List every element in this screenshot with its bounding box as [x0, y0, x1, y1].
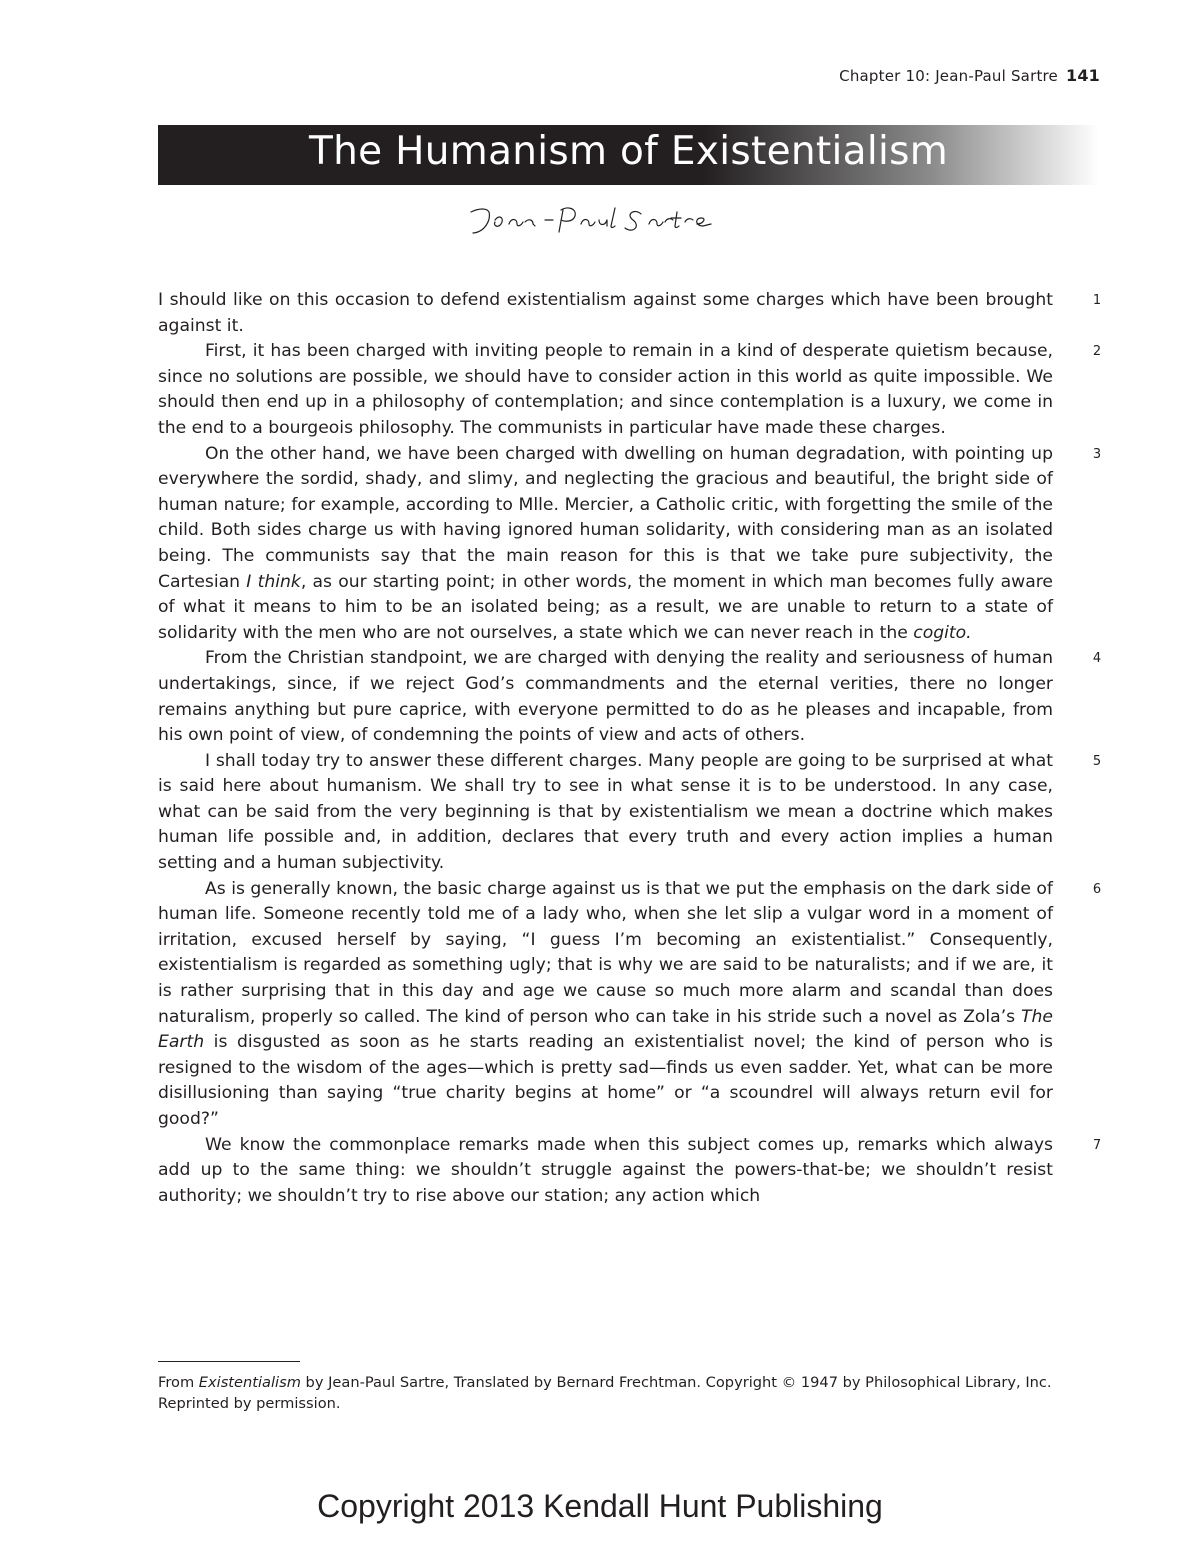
paragraph: [158, 646, 1102, 748]
paragraph-text: First, it has been charged with inviting people to remain in a kind of desperate quietism because, since no solutions are possible, we should have to consider action in this world as quite impossible. We should then end up in a philosophy of contemplation; and since contemplation is a luxury, we come in the end to a bourgeois philosophy. The communists in particular have made these charges.: [158, 341, 1053, 438]
paragraph: [158, 877, 1102, 1133]
footnote-suffix: by Jean-Paul Sartre, Translated by Bernard Frechtman. Copyright © 1947 by Philosophical Library, Inc. Reprinted by permission.: [158, 1374, 1052, 1412]
footnote-rule: [158, 1361, 300, 1362]
author-signature: [0, 200, 1200, 245]
footnote-book-title: Existentialism: [198, 1374, 301, 1391]
page-number: 141: [1066, 66, 1100, 85]
paragraph-text: , as our starting point; in other words, the moment in which man becomes fully aware of what it means to him to be an isolated being; as a result, we are unable to return to a state of solidarity with the men who are not ourselves, a state which we can never reach in the: [158, 571, 1053, 643]
paragraph-text: As is generally known, the basic charge against us is that we put the emphasis on the dark side of human life. Someone recently told me of a lady who, when she let slip a vulgar word in a moment of irritation, excused herself by saying, “I guess I’m becoming an existentialist.” Consequently, existentialism is regarded as something ugly; that is why we are said to be naturalists; and if we are, it is rather surprising that in this day and age we cause so much more alarm and scandal than does naturalism, properly so called. The kind of person who can take in his stride such a novel as Zola’s: [158, 878, 1053, 1027]
paragraph-text: On the other hand, we have been charged with dwelling on human degradation, with pointing up everywhere the sordid, shady, and slimy, and neglecting the gracious and beautiful, the bright side of human nature; for example, according to Mlle. Mercier, a Catholic critic, with forgetting the smile of the child. Both sides charge us with having ignored human solidarity, with considering man as an isolated being. The communists say that the main reason for this is that we take pure subjectivity, the Cartesian: [158, 443, 1053, 592]
paragraph: [158, 288, 1102, 339]
running-head: [839, 66, 1100, 85]
copyright-watermark: Copyright 2013 Kendall Hunt Publishing: [317, 1488, 883, 1524]
paragraph: [158, 442, 1102, 647]
footnote-prefix: From: [158, 1374, 199, 1391]
italic-phrase: The Earth: [158, 1006, 1053, 1053]
paragraph-number: 1: [1092, 293, 1102, 308]
paragraph-number: 2: [1092, 344, 1102, 360]
paragraph-number: 4: [1092, 651, 1102, 667]
chapter-label: Chapter 10: Jean-Paul Sartre: [839, 67, 1058, 85]
paragraph: [158, 749, 1102, 877]
source-footnote: [158, 1373, 1103, 1414]
page-title: The Humanism of Existentialism: [309, 129, 948, 174]
paragraph-text: is disgusted as soon as he starts reading an existentialist novel; the kind of person who is resigned to the wisdom of the ages—which is pretty sad—finds us even sadder. Yet, what can be more disillusioning than saying “true charity begins at home” or “a scoundrel will always return evil for good?”: [158, 1032, 1053, 1129]
italic-phrase: I think: [246, 571, 301, 592]
signature-image: [465, 200, 735, 240]
paragraph-text: I shall today try to answer these different charges. Many people are going to be surprised at what is said here about humanism. We shall try to see in what sense it is to be understood. In any case, what can be said from the very beginning is that by existentialism we mean a doctrine which makes human life possible and, in addition, declares that every truth and every action implies a human setting and a human subjectivity.: [158, 750, 1053, 874]
paragraph-number: 7: [1092, 1137, 1102, 1153]
article-body: [158, 288, 1102, 1209]
paragraph-number: 5: [1092, 753, 1102, 769]
paragraph: [158, 1133, 1102, 1210]
paragraph-text: We know the commonplace remarks made when this subject comes up, remarks which always add up to the same thing: we shouldn’t struggle against the powers-that-be; we shouldn’t resist authority; we shouldn’t try to rise above our station; any action which: [158, 1134, 1053, 1206]
italic-phrase: cogito.: [913, 622, 972, 643]
paragraph-number: 3: [1092, 446, 1102, 462]
paragraph: [158, 339, 1102, 441]
paragraph-text: I should like on this occasion to defend existentialism against some charges which have been brought against it.: [158, 290, 1053, 336]
title-banner: [158, 125, 1099, 185]
paragraph-number: 6: [1092, 881, 1102, 897]
paragraph-text: From the Christian standpoint, we are charged with denying the reality and seriousness of human undertakings, since, if we reject God’s commandments and the eternal verities, there no longer remains anything but pure caprice, with everyone permitted to do as he pleases and incapable, from his own point of view, of condemning the points of view and acts of others.: [158, 648, 1053, 746]
